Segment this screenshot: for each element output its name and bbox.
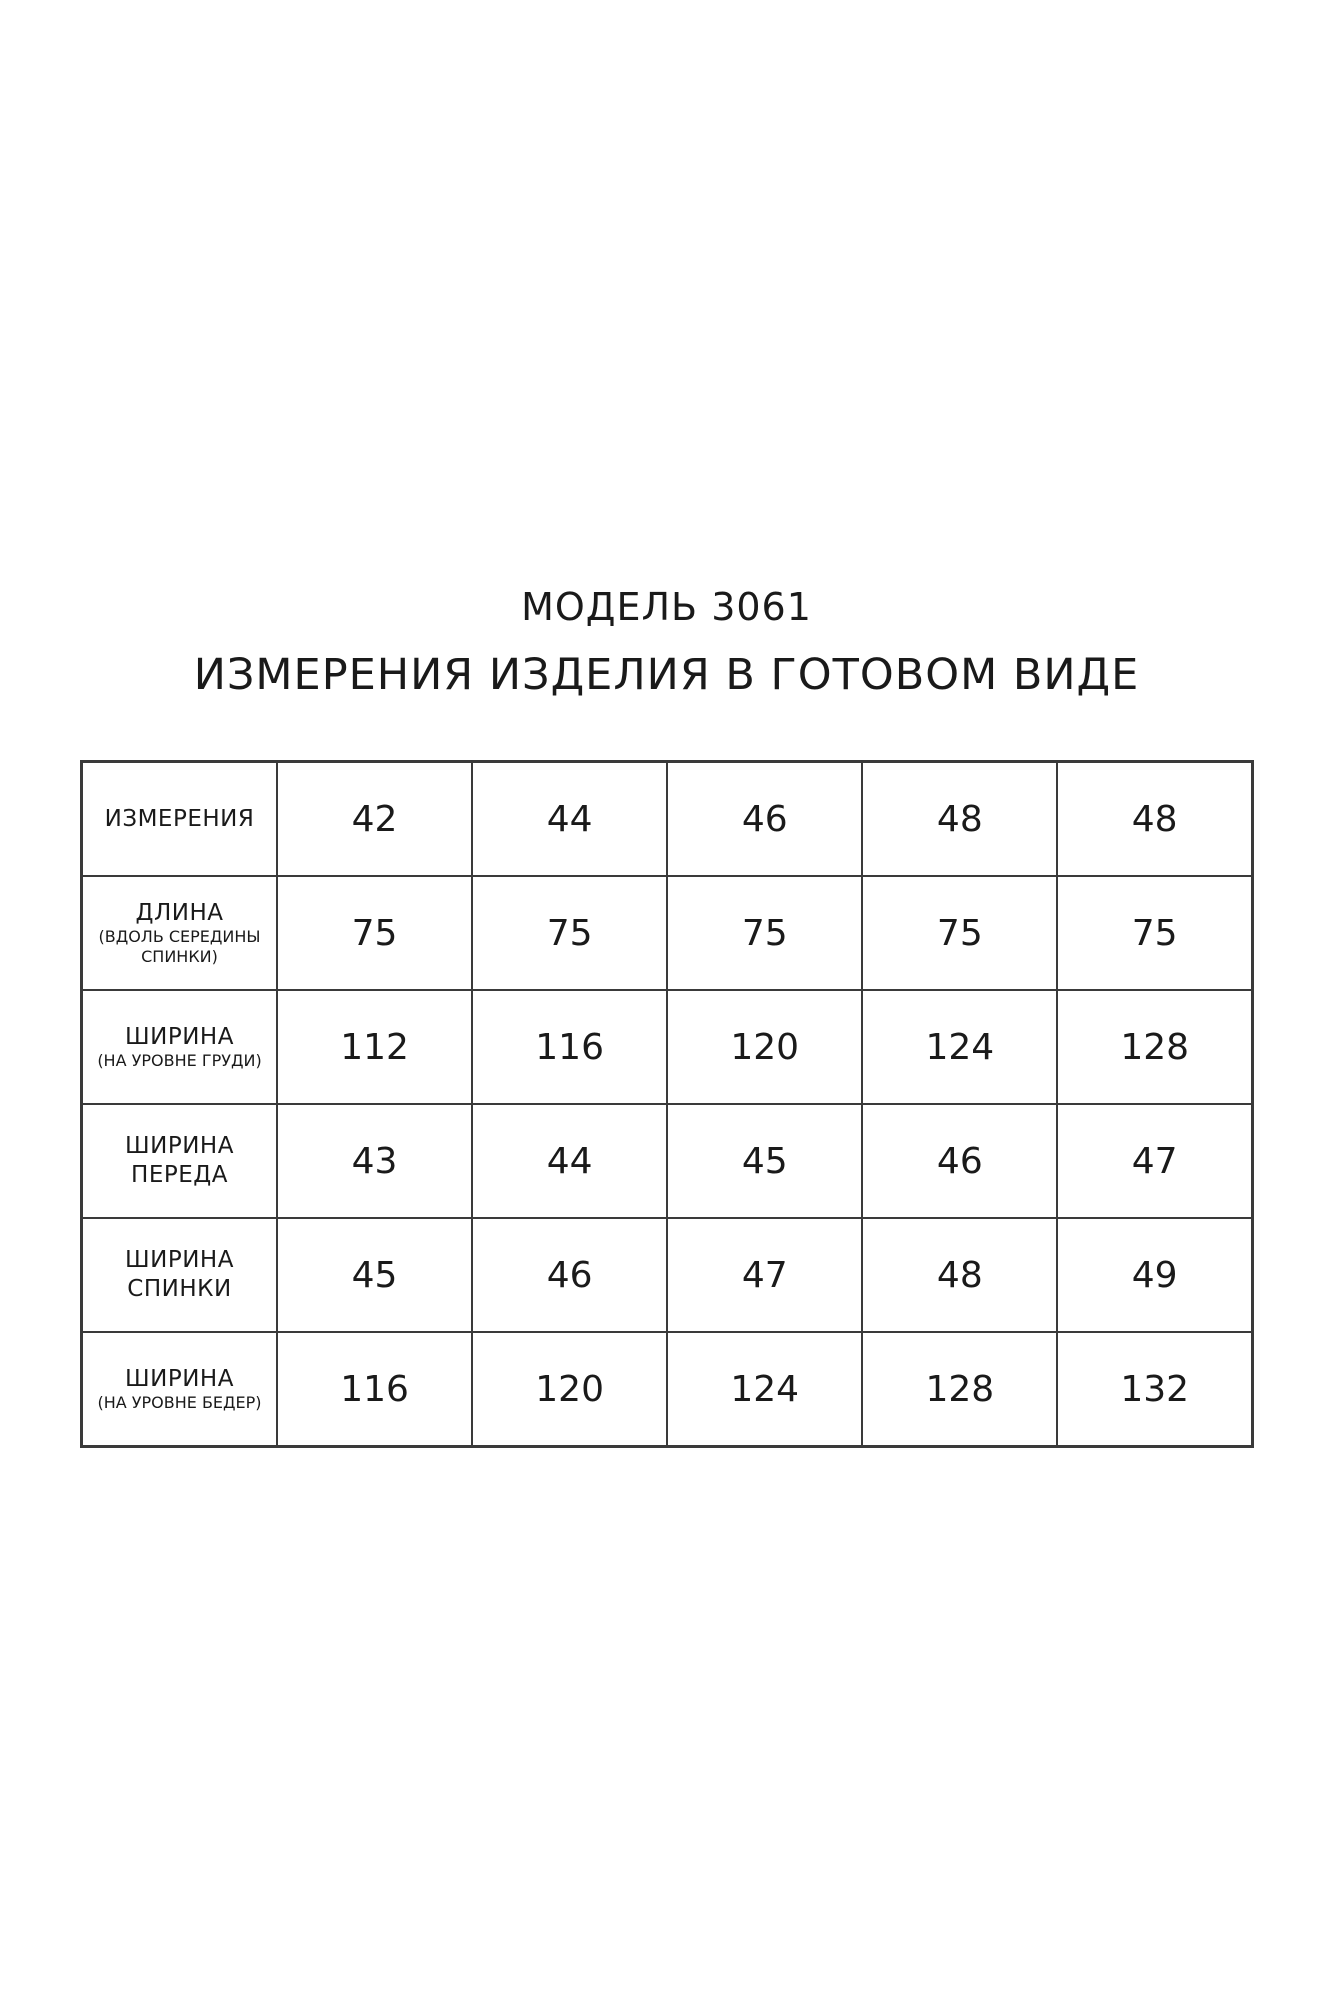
row-label xyxy=(82,1218,278,1332)
value-cell: 46 xyxy=(862,1104,1057,1218)
value-cell: 124 xyxy=(862,990,1057,1104)
table-row xyxy=(82,876,1253,990)
row-label xyxy=(82,990,278,1104)
row-label-sub: (НА УРОВНЕ ГРУДИ) xyxy=(97,1051,262,1071)
row-label-main: ИЗМЕРЕНИЯ xyxy=(104,805,255,832)
value-cell: 49 xyxy=(1057,1218,1252,1332)
value-cell: 112 xyxy=(277,990,472,1104)
value-cell: 132 xyxy=(1057,1332,1252,1447)
row-label-sub: (ВДОЛЬ СЕРЕДИНЫ СПИНКИ) xyxy=(98,927,261,967)
table-header-row xyxy=(82,762,1253,877)
table-row xyxy=(82,1218,1253,1332)
value-cell: 116 xyxy=(277,1332,472,1447)
value-cell: 43 xyxy=(277,1104,472,1218)
value-cell: 45 xyxy=(667,1104,862,1218)
table-row xyxy=(82,1104,1253,1218)
value-cell: 47 xyxy=(667,1218,862,1332)
size-header-cell: 42 xyxy=(277,762,472,877)
row-label-main: ШИРИНА СПИНКИ xyxy=(125,1247,234,1302)
value-cell: 75 xyxy=(667,876,862,990)
value-cell: 75 xyxy=(472,876,667,990)
value-cell: 44 xyxy=(472,1104,667,1218)
value-cell: 120 xyxy=(667,990,862,1104)
value-cell: 75 xyxy=(277,876,472,990)
size-header-cell: 48 xyxy=(862,762,1057,877)
row-label-main: ШИРИНА xyxy=(125,1365,234,1392)
value-cell: 120 xyxy=(472,1332,667,1447)
value-cell: 128 xyxy=(1057,990,1252,1104)
value-cell: 46 xyxy=(472,1218,667,1332)
size-header-cell: 46 xyxy=(667,762,862,877)
size-table xyxy=(80,760,1254,1448)
value-cell: 45 xyxy=(277,1218,472,1332)
value-cell: 128 xyxy=(862,1332,1057,1447)
value-cell: 48 xyxy=(862,1218,1057,1332)
value-cell: 75 xyxy=(862,876,1057,990)
row-label-main: ДЛИНА xyxy=(135,899,224,926)
row-label-sub: (НА УРОВНЕ БЕДЕР) xyxy=(97,1393,262,1413)
value-cell: 124 xyxy=(667,1332,862,1447)
size-header-cell: 48 xyxy=(1057,762,1252,877)
row-label-main: ШИРИНА xyxy=(125,1023,234,1050)
row-label-main: ШИРИНА ПЕРЕДА xyxy=(125,1133,234,1188)
row-label xyxy=(82,1104,278,1218)
value-cell: 116 xyxy=(472,990,667,1104)
table-row xyxy=(82,1332,1253,1447)
value-cell: 47 xyxy=(1057,1104,1252,1218)
size-header-cell: 44 xyxy=(472,762,667,877)
row-label xyxy=(82,1332,278,1447)
row-label xyxy=(82,762,278,877)
row-label xyxy=(82,876,278,990)
model-title: МОДЕЛЬ 3061 xyxy=(521,585,812,629)
page-title: ИЗМЕРЕНИЯ ИЗДЕЛИЯ В ГОТОВОМ ВИДЕ xyxy=(193,650,1140,700)
value-cell: 75 xyxy=(1057,876,1252,990)
table-row xyxy=(82,990,1253,1104)
